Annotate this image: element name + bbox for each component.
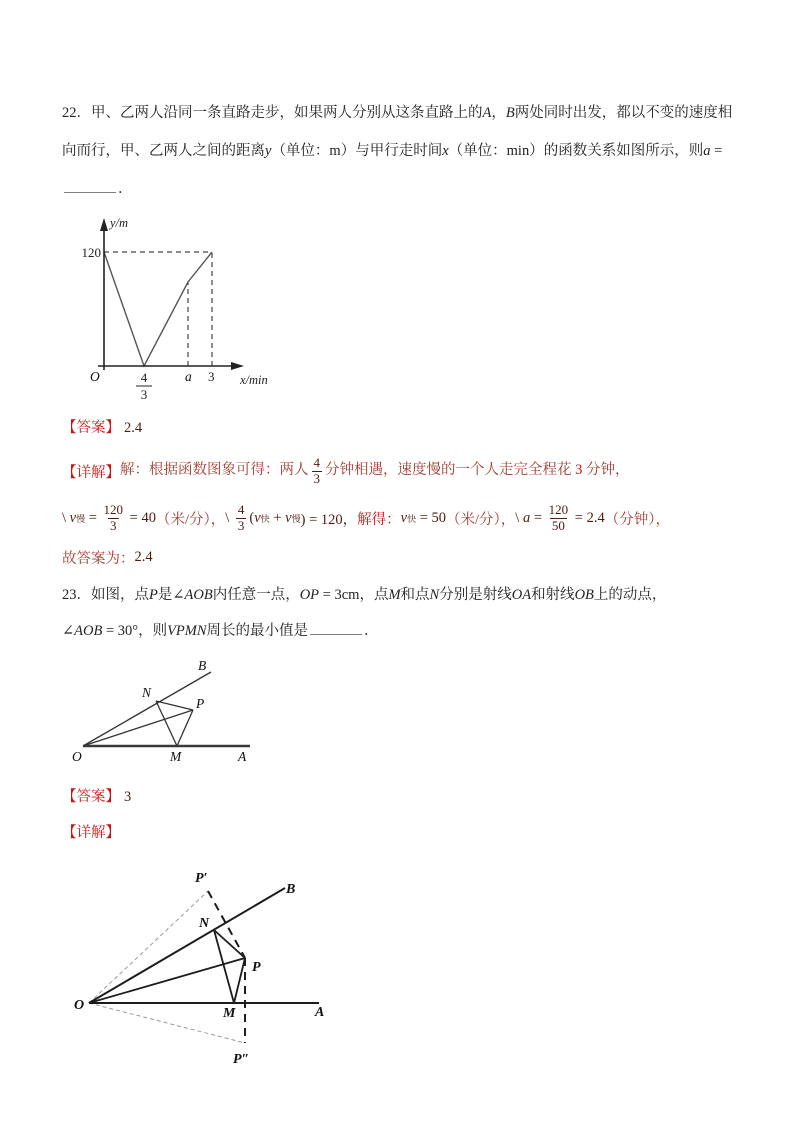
segment-OP <box>89 958 245 1003</box>
answer-23-label: 【答案】 <box>62 789 120 805</box>
problem-23 <box>62 577 736 649</box>
function-graph-figure <box>82 214 736 405</box>
label-O: O <box>74 998 85 1013</box>
answer-23-value: 3 <box>124 789 132 805</box>
answer-blank-underline <box>64 179 116 193</box>
x-axis-arrow <box>231 362 244 370</box>
detail-23-label: 【详解】 <box>62 825 120 841</box>
label-P: P <box>196 696 205 711</box>
geometry-figure-solution-svg <box>64 864 394 1074</box>
label-N: N <box>199 916 210 931</box>
detail-23-line <box>62 822 736 844</box>
label-M: M <box>170 749 182 764</box>
detail-22-label: 【详解】 <box>62 464 120 481</box>
x-tick-3: 3 <box>208 369 215 384</box>
label-A: A <box>238 749 247 764</box>
ray-OB <box>89 888 285 1003</box>
x-tick-a: a <box>185 369 192 384</box>
ray-OB <box>83 672 211 746</box>
label-B: B <box>286 882 296 897</box>
detail-22-formula-line: \ v 慢 = $\frac{120}{3}$ = 40 （米/分）， \ $\frac{4}{3}$ ( v 快 + v 慢 ) = 120， 解得： v 快 = 50 （米/分）， \ a = $\frac{120}{50}$ = 2.4 （分钟）， <box>62 502 670 533</box>
detail-22-conclusion-line: 故答案为： 2.4 <box>62 548 153 567</box>
answer-blank-underline <box>310 621 362 635</box>
problem-23-line-1: 23．如图，点P是∠AOB内任意一点，OP = 3cm，点M和点N分别是射线OA和射线OB上的动点， <box>62 587 667 603</box>
x-axis-unit-label: x/min <box>240 373 268 387</box>
answer-22-label: 【答案】 <box>62 420 120 436</box>
origin-label: O <box>90 369 100 384</box>
segment-NP <box>156 701 193 710</box>
label-P: P <box>252 960 261 975</box>
segment-PM <box>177 710 193 746</box>
label-P-prime: P′ <box>195 871 208 886</box>
label-M: M <box>223 1006 236 1021</box>
dashed-OP-double-prime <box>89 1003 245 1043</box>
problem-23-line-2: ∠AOB = 30°，则VPMN周长的最小值是 ． <box>62 623 379 639</box>
detail-22-text: 解：根据函数图象可得：两人 $\frac{4}{3}$ 分钟相遇，速度慢的一个人走完全程花 3 分钟， <box>120 455 630 486</box>
geometry-figure-solution <box>64 864 736 1079</box>
geometry-figure-problem <box>62 657 736 774</box>
segment-OP <box>83 710 193 746</box>
label-N: N <box>142 685 152 700</box>
label-P-double-prime: P″ <box>233 1052 250 1067</box>
function-curve <box>104 252 212 366</box>
label-B: B <box>198 658 207 673</box>
answer-23-line <box>62 786 736 808</box>
problem-22-line-1: 22．甲、乙两人沿同一条直路走步，如果两人分别从这条直路上的A，B两处同时出发，都以不变的速度相 <box>62 105 733 121</box>
label-A: A <box>315 1005 325 1020</box>
label-O: O <box>72 749 82 764</box>
problem-22-line-3: ． <box>62 170 736 208</box>
x-tick-frac-num: 4 <box>140 370 148 385</box>
answer-22-value: 2.4 <box>124 420 143 436</box>
problem-22-line-2: 向而行，甲、乙两人之间的距离y（单位：m）与甲行走时间x（单位：min）的函数关系如图所示，则a = <box>62 143 723 159</box>
segment-NM <box>156 701 177 746</box>
y-axis-unit-label: y/m <box>110 216 129 230</box>
segment-PM <box>234 958 245 1003</box>
function-graph-svg <box>82 214 277 400</box>
y-tick-120: 120 <box>82 245 101 260</box>
x-tick-frac-den: 3 <box>140 387 148 400</box>
dashed-P-prime-P <box>208 891 245 958</box>
geometry-figure-problem-svg <box>62 657 322 769</box>
answer-22-line <box>62 417 736 439</box>
problem-22 <box>62 94 736 208</box>
y-axis-arrow <box>100 218 108 231</box>
detail-22-line-1 <box>62 449 736 493</box>
